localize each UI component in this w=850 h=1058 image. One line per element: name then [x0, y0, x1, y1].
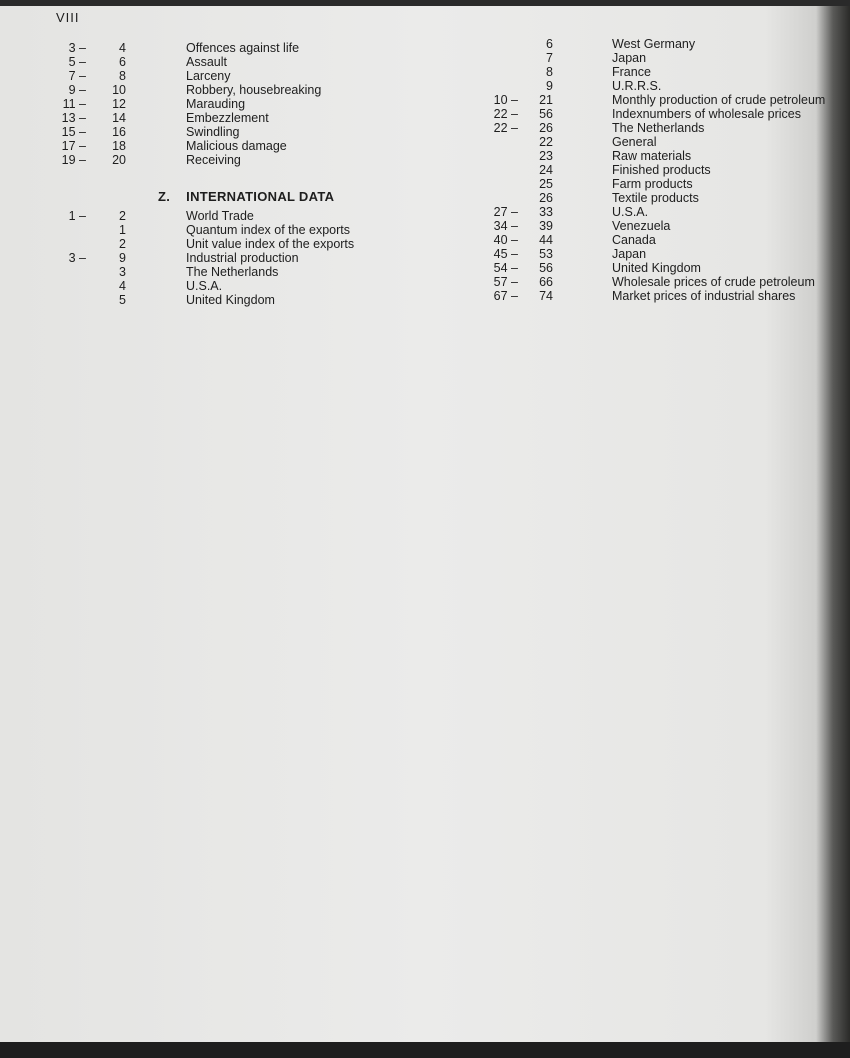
table-range-end: 22 — [539, 135, 553, 149]
table-range-end: 6 — [546, 37, 553, 51]
table-range-start: 57 – — [493, 275, 518, 289]
table-range-start: 67 – — [493, 289, 518, 303]
table-range-end: 24 — [539, 163, 553, 177]
table-range-start: 7 – — [68, 69, 86, 83]
entry-label: U.S.A. — [186, 279, 223, 293]
table-range-end: 44 — [539, 233, 553, 247]
scan-bottom-edge — [0, 1042, 850, 1058]
table-range-start: 11 – — [62, 97, 86, 111]
entry-label: Wholesale prices of crude petroleum — [612, 275, 815, 289]
entry-label: Quantum index of the exports — [186, 223, 350, 237]
table-range-end: 20 — [112, 153, 126, 167]
table-range-end: 16 — [112, 125, 126, 139]
entry-label: Industrial production — [186, 251, 299, 265]
page-number: VIII — [56, 10, 80, 25]
entry-label: Venezuela — [612, 219, 671, 233]
table-range-end: 5 — [119, 293, 126, 307]
table-range-end: 14 — [112, 111, 126, 125]
table-range-end: 26 — [539, 191, 553, 205]
table-range-start: 54 – — [493, 261, 518, 275]
entry-label: Assault — [186, 55, 227, 69]
entry-label: Farm products — [612, 177, 693, 191]
table-range-end: 56 — [539, 107, 553, 121]
entry-label: United Kingdom — [612, 261, 701, 275]
entry-label: U.S.A. — [612, 205, 649, 219]
table-range-end: 21 — [539, 93, 553, 107]
table-range-end: 39 — [539, 219, 553, 233]
entry-label: The Netherlands — [612, 121, 705, 135]
entry-label: The Netherlands — [186, 265, 279, 279]
entry-label: West Germany — [612, 37, 696, 51]
table-range-end: 56 — [539, 261, 553, 275]
table-range-start: 17 – — [61, 139, 86, 153]
table-range-start: 9 – — [68, 83, 86, 97]
entry-label: Raw materials — [612, 149, 692, 163]
entry-label: Offences against life — [186, 41, 300, 55]
entry-label: Japan — [612, 247, 647, 261]
section-title: INTERNATIONAL DATA — [186, 189, 335, 204]
table-range-end: 18 — [112, 139, 126, 153]
table-range-end: 25 — [539, 177, 553, 191]
table-range-start: 5 – — [68, 55, 86, 69]
entry-label: Malicious damage — [186, 139, 287, 153]
table-range-end: 2 — [119, 237, 126, 251]
entry-label: Canada — [612, 233, 656, 247]
entry-label: U.R.R.S. — [612, 79, 662, 93]
table-range-end: 26 — [539, 121, 553, 135]
table-range-end: 3 — [119, 265, 126, 279]
entry-label: Market prices of industrial shares — [612, 289, 796, 303]
table-range-end: 10 — [112, 83, 126, 97]
entry-label: Larceny — [186, 69, 231, 83]
table-range-end: 7 — [546, 51, 553, 65]
section-heading — [158, 189, 334, 204]
table-range-start: 3 – — [68, 251, 86, 265]
entry-label: Monthly production of crude petroleum — [612, 93, 826, 107]
table-range-start: 1 – — [68, 209, 86, 223]
table-range-start: 40 – — [493, 233, 518, 247]
table-range-start: 3 – — [68, 41, 86, 55]
entry-label: Indexnumbers of wholesale prices — [612, 107, 801, 121]
table-range-start: 19 – — [61, 153, 86, 167]
table-range-end: 12 — [112, 97, 126, 111]
table-range-start: 13 – — [61, 111, 86, 125]
table-range-end: 2 — [119, 209, 126, 223]
table-range-end: 9 — [119, 251, 126, 265]
entry-label: Textile products — [612, 191, 699, 205]
table-range-end: 6 — [119, 55, 126, 69]
table-range-start: 22 – — [493, 107, 518, 121]
entry-label: Japan — [612, 51, 647, 65]
entry-label: Unit value index of the exports — [186, 237, 355, 251]
table-range-end: 66 — [539, 275, 553, 289]
table-range-end: 74 — [539, 289, 553, 303]
table-range-end: 1 — [119, 223, 126, 237]
entry-label: Marauding — [186, 97, 246, 111]
entry-label: Swindling — [186, 125, 240, 139]
table-range-start: 10 – — [493, 93, 518, 107]
table-range-end: 8 — [546, 65, 553, 79]
table-range-start: 45 – — [493, 247, 518, 261]
table-range-end: 23 — [539, 149, 553, 163]
table-range-end: 53 — [539, 247, 553, 261]
table-range-start: 15 – — [61, 125, 86, 139]
table-range-start: 34 – — [493, 219, 518, 233]
entry-label: Robbery, housebreaking — [186, 83, 322, 97]
table-range-end: 33 — [539, 205, 553, 219]
entry-label: Finished products — [612, 163, 711, 177]
table-range-start: 27 – — [493, 205, 518, 219]
entry-label: World Trade — [186, 209, 254, 223]
entry-label: Receiving — [186, 153, 241, 167]
table-range-end: 4 — [119, 279, 126, 293]
table-range-end: 4 — [119, 41, 126, 55]
entry-label: France — [612, 65, 651, 79]
table-range-end: 8 — [119, 69, 126, 83]
scan-top-edge — [0, 0, 850, 6]
entry-label: United Kingdom — [186, 293, 275, 307]
table-range-end: 9 — [546, 79, 553, 93]
table-range-start: 22 – — [493, 121, 518, 135]
entry-label: Embezzlement — [186, 111, 269, 125]
entry-label: General — [612, 135, 657, 149]
section-number: Z. — [158, 189, 171, 204]
